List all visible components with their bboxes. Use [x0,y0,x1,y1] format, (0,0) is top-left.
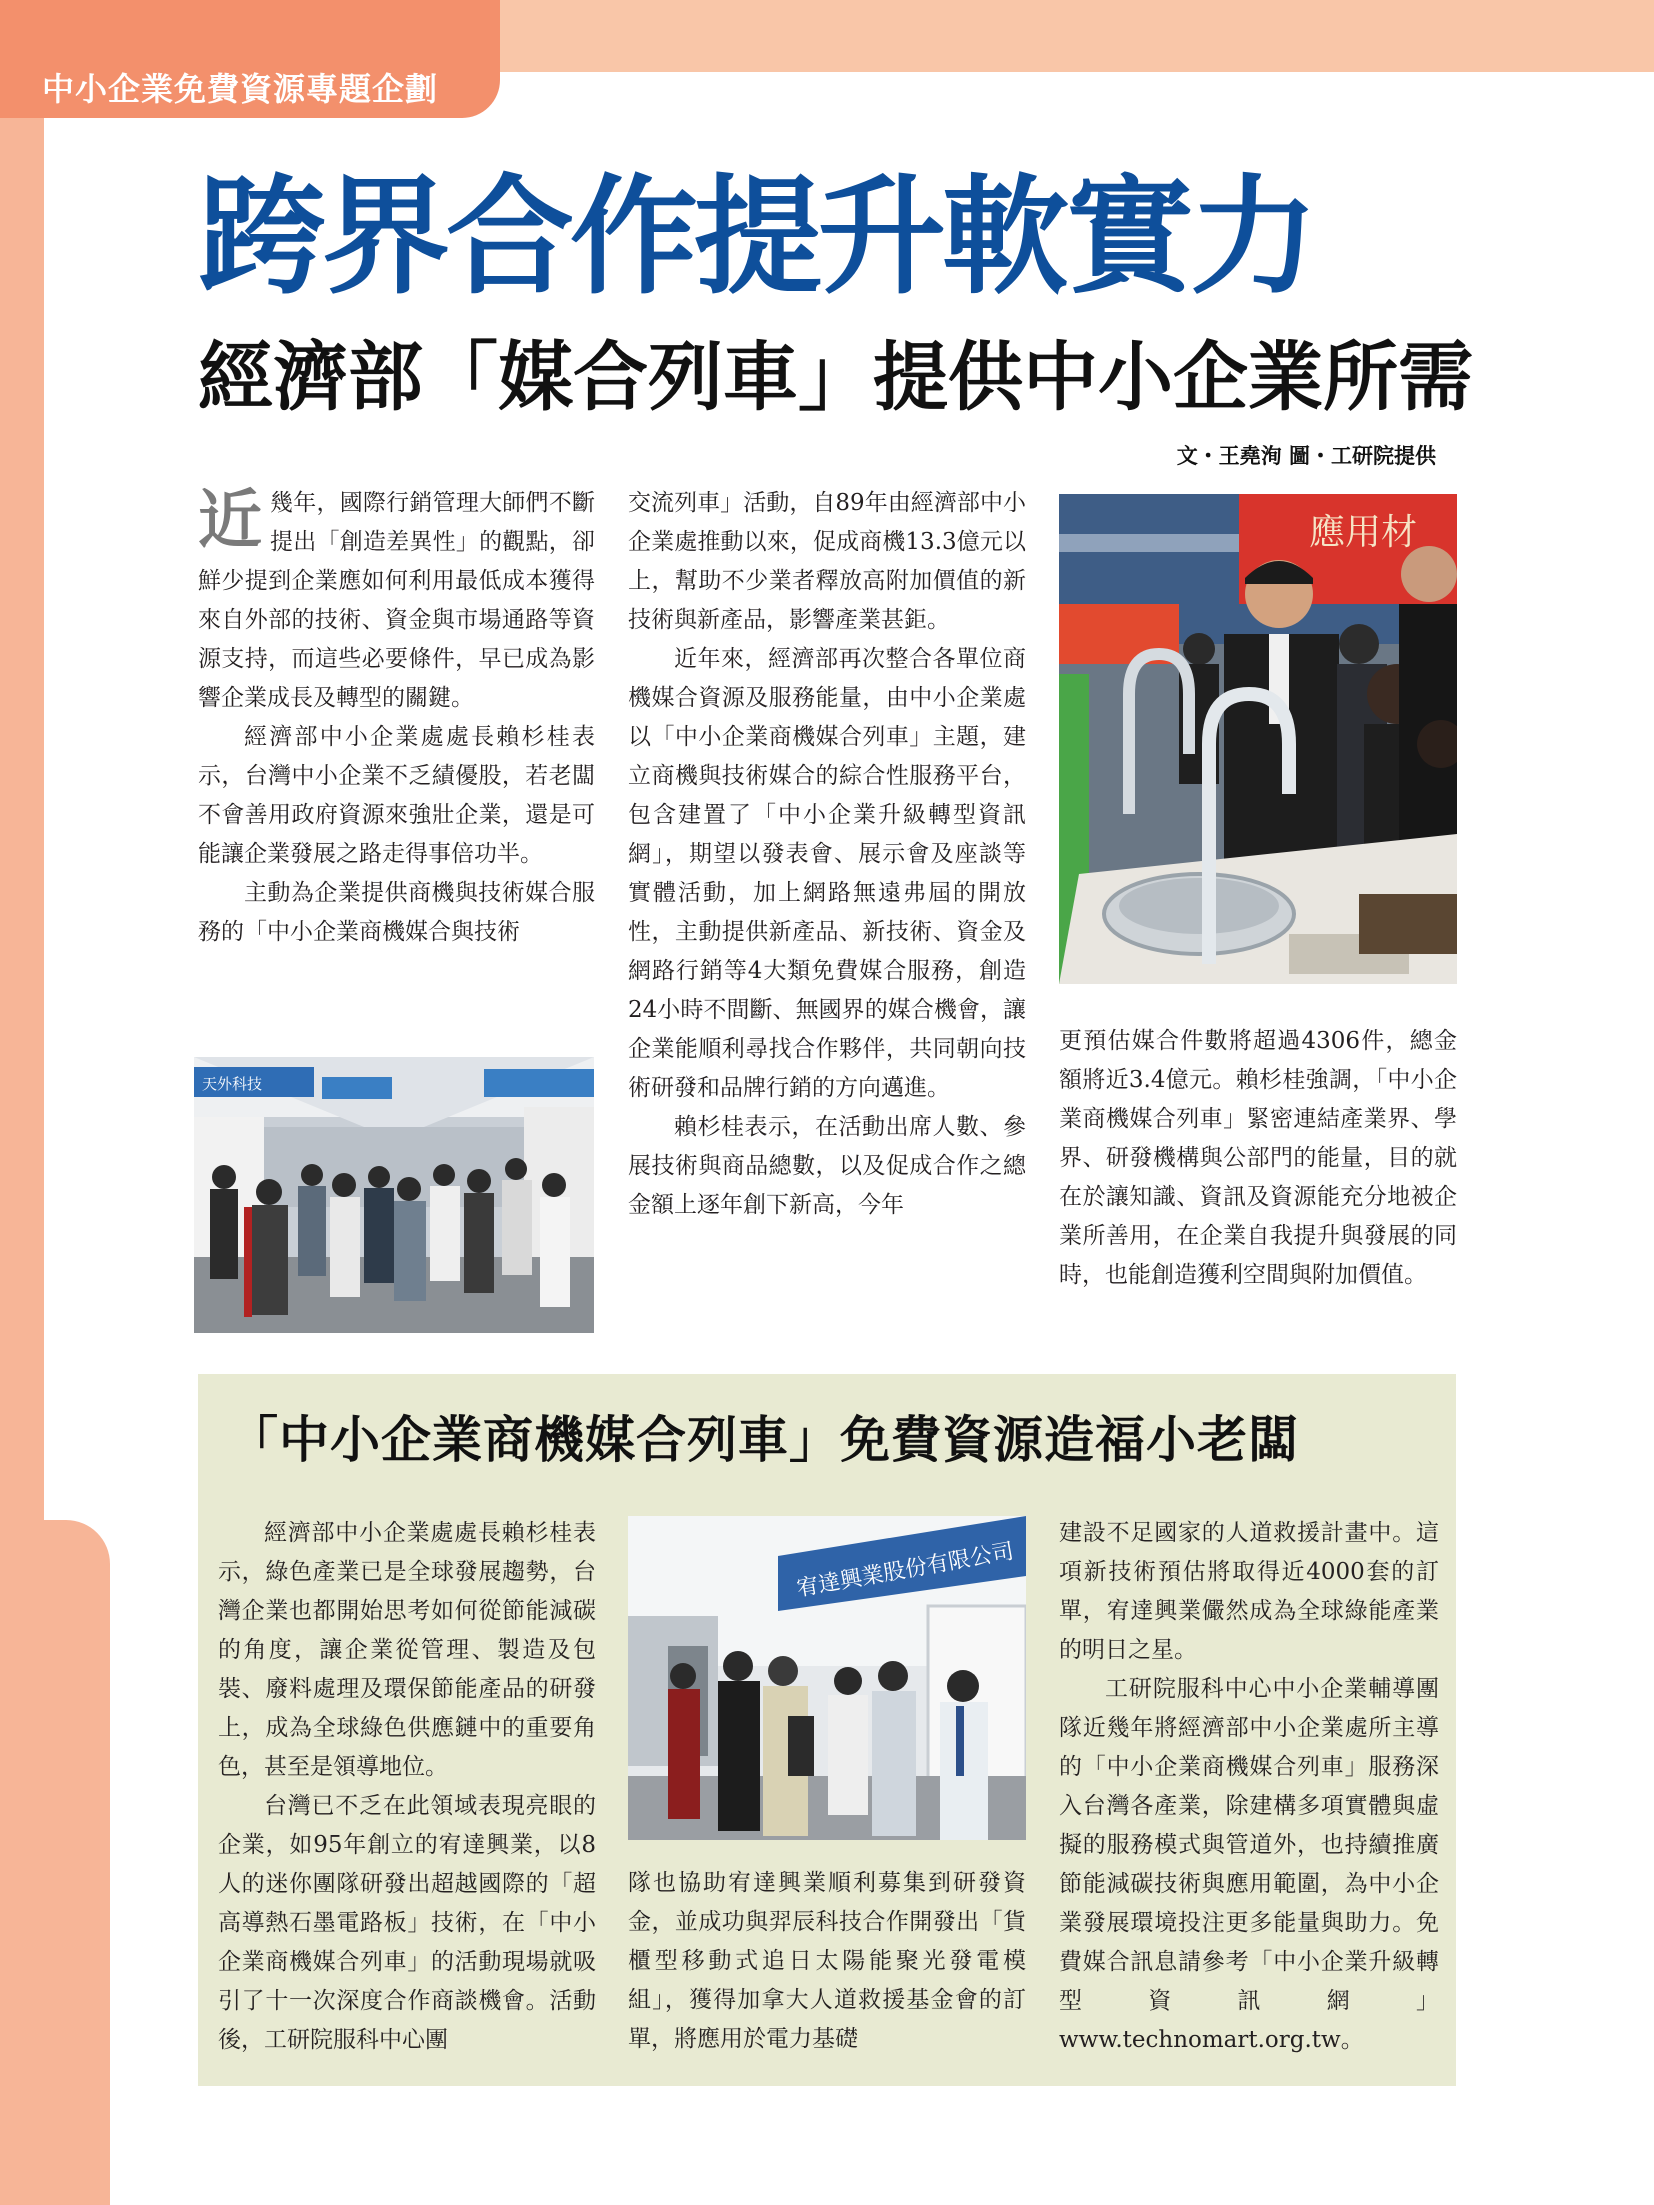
booth-discussion-photo [628,1516,1026,1840]
sidebar-column-2 [628,1864,1026,2059]
drop-cap: 近 [198,483,262,558]
top-decorative-bar [500,0,1654,72]
article-paragraph: 經濟部中小企業處處長賴杉桂表示，台灣中小企業不乏績優股，若老闆不會善用政府資源來強壯企業，還是可能讓企業發展之路走得事倍功半。 [198,724,595,867]
photo1-sign-text: 天外科技 [202,1075,263,1093]
sidebar-paragraph: 建設不足國家的人道救援計畫中。這項新技術預估將取得近4000套的訂單，宥達興業儼然成為全球綠能產業的明日之星。 [1059,1520,1439,1663]
sidebar-paragraph: 台灣已不乏在此領域表現亮眼的企業，如95年創立的宥達興業，以8人的迷你團隊研發出超越國際的「超高導熱石墨電路板」技術，在「中小企業商機媒合列車」的活動現場就吸引了十一次深度合作商談機會。活動後，工研院服科中心團 [218,1793,596,2053]
faucet-demo-photo [1059,494,1457,984]
expo-crowd-photo [194,1057,594,1333]
article-paragraph: 交流列車」活動，自89年由經濟部中小企業處推動以來，促成商機13.3億元以上，幫助不少業者釋放高附加價值的新技術與新產品，影響產業甚鉅。 [628,490,1026,633]
sidebar-column-1 [218,1514,596,2060]
article-subtitle: 經濟部「媒合列車」提供中小企業所需 [198,333,1474,421]
sidebar-paragraph: 經濟部中小企業處處長賴杉桂表示，綠色產業已是全球發展趨勢，台灣企業也都開始思考如何從節能減碳的角度，讓企業從管理、製造及包裝、廢料處理及環保節能產品的研發上，成為全球綠色供應鏈中的重要角色，甚至是領導地位。 [218,1520,596,1780]
article-paragraph: 近年來，經濟部再次整合各單位商機媒合資源及服務能量，由中小企業處以「中小企業商機媒合列車」主題，建立商機與技術媒合的綜合性服務平台，包含建置了「中小企業升級轉型資訊網」，期望以發表會、展示會及座談等實體活動，加上網路無遠弗屆的開放性，主動提供新產品、新技術、資金及網路行銷等4大類免費媒合服務，創造24小時不間斷、無國界的媒合機會，讓企業能順利尋找合作夥伴，共同朝向技術研發和品牌行銷的方向邁進。 [628,646,1026,1101]
photo2-sign-text: 應用材 [1309,512,1418,553]
article-paragraph [198,484,595,718]
article-column-3 [1059,1022,1457,1295]
section-tab-label: 中小企業免費資源專題企劃 [42,70,439,108]
photo3-sign-text: 宥達興業股份有限公司 [794,1539,1016,1602]
sidebar-paragraph: 隊也協助宥達興業順利募集到研發資金，並成功與羿辰科技合作開發出「貨櫃型移動式追日太陽能聚光發電模組」，獲得加拿大人道救援基金會的訂單，將應用於電力基礎 [628,1870,1026,2052]
article-column-2 [628,484,1026,1225]
section-tab [0,0,500,118]
article-paragraph: 主動為企業提供商機與技術媒合服務的「中小企業商機媒合與技術 [198,880,595,945]
article-byline: 文・王堯洵 圖・工研院提供 [1176,444,1436,468]
paragraph-text: 幾年，國際行銷管理大師們不斷提出「創造差異性」的觀點，卻鮮少提到企業應如何利用最低成本獲得來自外部的技術、資金與市場通路等資源支持，而這些必要條件，早已成為影響企業成長及轉型的關鍵。 [198,490,595,711]
sidebar-column-3 [1059,1514,1439,2060]
sidebar-title: 「中小企業商機媒合列車」免費資源造福小老闆 [228,1411,1299,1469]
article-title: 跨界合作提升軟實力 [198,163,1315,312]
article-paragraph: 更預估媒合件數將超過4306件，總金額將近3.4億元。賴杉桂強調，「中小企業商機媒合列車」緊密連結產業界、學界、研發機構與公部門的能量，目的就在於讓知識、資訊及資源能充分地被企業所善用，在企業自我提升與發展的同時，也能創造獲利空間與附加價值。 [1059,1028,1457,1288]
article-column-1 [198,484,595,952]
sidebar-paragraph: 工研院服科中心中小企業輔導團隊近幾年將經濟部中小企業處所主導的「中小企業商機媒合列車」服務深入台灣各產業，除建構多項實體與虛擬的服務模式與管道外，也持續推廣節能減碳技術與應用範圍，為中小企業發展環境投注更多能量與助力。免費媒合訊息請參考「中小企業升級轉型資訊網」www.technomart.org.tw。 [1059,1676,1439,2053]
left-decorative-strip-lower [0,1520,110,2205]
article-paragraph: 賴杉桂表示，在活動出席人數、參展技術與商品總數，以及促成合作之總金額上逐年創下新高，今年 [628,1114,1026,1218]
